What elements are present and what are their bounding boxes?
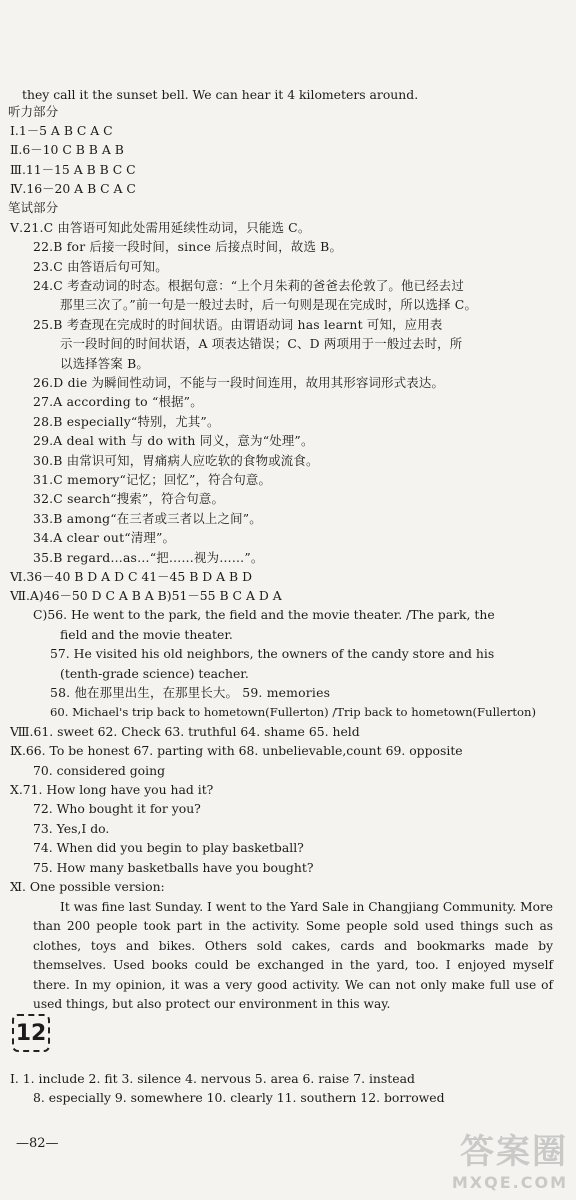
explanation-line: 34.A clear out“清理”。: [33, 530, 176, 545]
answer-line: Ⅰ.1－5 A B C A C: [10, 123, 113, 138]
watermark-chars: 答案圈: [460, 1132, 568, 1172]
answer-line: C)56. He went to the park, the field and the movie theater. /The park, the: [33, 607, 495, 622]
answer-line: Ⅶ.A)46－50 D C A B A B)51－55 B C A D A: [10, 588, 282, 603]
answer-line: 60. Michael's trip back to hometown(Fullerton) /Trip back to hometown(Fullerton): [50, 705, 537, 719]
explanation-line: 那里三次了。”前一句是一般过去时，后一句则是现在完成时，所以选择 C。: [60, 297, 478, 312]
answer-line: 75. How many basketballs have you bought?: [33, 860, 314, 875]
answer-line: 72. Who bought it for you?: [33, 801, 201, 816]
answer-line: Ⅳ.16－20 A B C A C: [10, 181, 136, 196]
answer-line: 57. He visited his old neighbors, the owners of the candy store and his: [50, 646, 495, 661]
explanation-line: 35.B regard…as…“把……视为……”。: [33, 550, 264, 565]
essay-paragraph: It was fine last Sunday. I went to the Yard Sale in Changjiang Community. More than 200 people took part in the activity. Some people sold used things such as clothes, toys and bikes. Others sold cakes, cards and bookmarks made by themselves. Used books could be exchanged in the yard, too. I enjoyed myself there. In my opinion, it was a very good activity. We can not only make full use of used things, but also protect our environment in this way.: [33, 900, 553, 1012]
explanation-line: 以选择答案 B。: [60, 356, 149, 371]
answer-line: Ⅹ.71. How long have you had it?: [10, 782, 214, 797]
answer-line: 74. When did you begin to play basketball?: [33, 840, 304, 855]
explanation-line: 26.D die 为瞬间性动词，不能与一段时间连用，故用其形容词形式表达。: [33, 375, 445, 390]
explanation-line: 28.B especially“特别，尤其”。: [33, 414, 220, 429]
explanation-line: 示一段时间的时间状语，A 项表达错误；C、D 两项用于一般过去时，所: [60, 336, 463, 351]
answer-line: Ⅰ. 1. include 2. fit 3. silence 4. nervous 5. area 6. raise 7. instead: [10, 1071, 415, 1086]
answer-line: 58. 他在那里出生，在那里长大。 59. memories: [50, 685, 331, 700]
explanation-line: 33.B among“在三者或三者以上之间”。: [33, 511, 262, 526]
explanation-line: 24.C 考查动词的时态。根据句意：“上个月朱莉的爸爸去伦敦了。他已经去过: [33, 278, 464, 293]
explanation-line: 25.B 考查现在完成时的时间状语。由谓语动词 has learnt 可知，应用表: [33, 317, 443, 332]
explanation-line: 27.A according to “根据”。: [33, 394, 203, 409]
explanation-line: 30.B 由常识可知，胃痛病人应吃软的食物或流食。: [33, 453, 319, 468]
answer-line: Ⅱ.6－10 C B B A B: [10, 142, 124, 157]
answer-line: Ⅲ.11－15 A B B C C: [10, 162, 136, 177]
answer-line: Ⅸ.66. To be honest 67. parting with 68. unbelievable,count 69. opposite: [10, 743, 463, 758]
watermark-logo: [452, 1124, 568, 1192]
answer-line: (tenth-grade science) teacher.: [60, 666, 249, 681]
answer-line: 70. considered going: [33, 763, 166, 778]
answer-line: field and the movie theater.: [60, 627, 233, 642]
answer-line: 73. Yes,I do.: [33, 821, 110, 836]
answer-line: 8. especially 9. somewhere 10. clearly 11. southern 12. borrowed: [33, 1090, 445, 1105]
listening-heading: 听力部分: [8, 104, 59, 119]
explanation-line: Ⅴ.21.C 由答语可知此处需用延续性动词，只能选 C。: [10, 220, 311, 235]
explanation-line: 31.C memory“记忆；回忆”，符合句意。: [33, 472, 272, 487]
explanation-line: 29.A deal with 与 do with 同义，意为“处理”。: [33, 433, 314, 448]
watermark-url: MXQE.COM: [451, 1173, 568, 1192]
page-number: —82—: [16, 1136, 59, 1151]
essay-tail-line: they call it the sunset bell. We can hear it 4 kilometers around.: [22, 87, 419, 102]
explanation-line: 23.C 由答语后句可知。: [33, 259, 168, 274]
explanation-line: 22.B for 后接一段时间，since 后接点时间，故选 B。: [33, 239, 343, 254]
unit-number-badge: 12: [12, 1014, 50, 1052]
written-heading: 笔试部分: [8, 200, 59, 215]
answer-line: Ⅺ. One possible version:: [10, 879, 165, 894]
explanation-line: 32.C search“搜索”，符合句意。: [33, 491, 225, 506]
answer-line: Ⅷ.61. sweet 62. Check 63. truthful 64. shame 65. held: [10, 724, 360, 739]
answer-line: Ⅵ.36－40 B D A D C 41－45 B D A B D: [10, 569, 253, 584]
